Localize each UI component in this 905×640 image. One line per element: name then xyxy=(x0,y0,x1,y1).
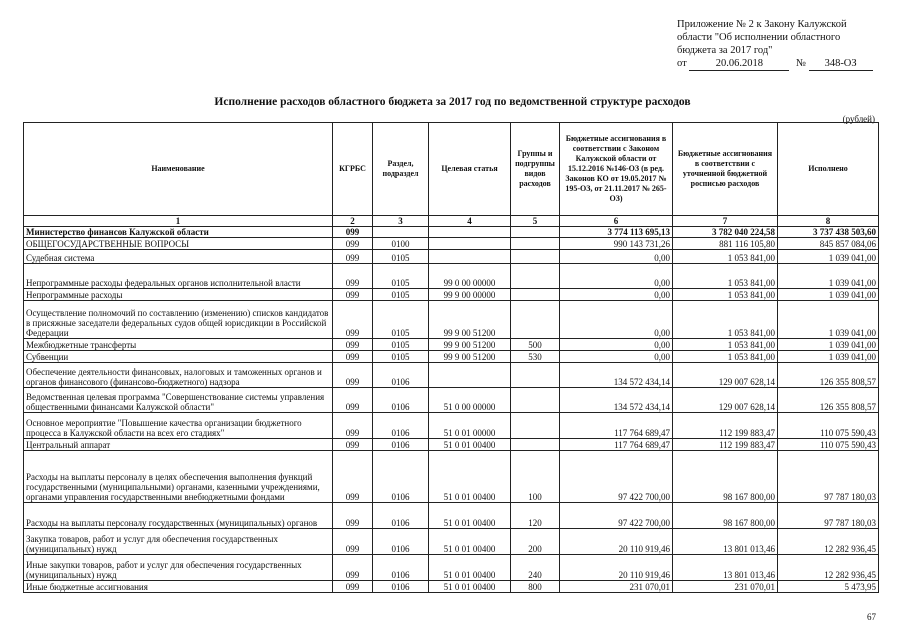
cell-section: 0105 xyxy=(373,289,429,301)
cell-section: 0105 xyxy=(373,301,429,339)
cell-expense-type: 500 xyxy=(511,339,560,351)
cell-expense-type: 800 xyxy=(511,581,560,593)
cell-executed: 12 282 936,45 xyxy=(778,555,879,581)
col-number: 8 xyxy=(778,216,879,227)
table-row xyxy=(24,581,879,593)
cell-executed: 97 787 180,03 xyxy=(778,451,879,503)
table-row xyxy=(24,351,879,363)
table-row xyxy=(24,503,879,529)
cell-expense-type: 100 xyxy=(511,451,560,503)
col-number: 1 xyxy=(24,216,333,227)
cell-executed: 1 039 041,00 xyxy=(778,250,879,264)
cell-section: 0106 xyxy=(373,363,429,388)
cell-law-allocation: 0,00 xyxy=(560,351,673,363)
cell-executed: 126 355 808,57 xyxy=(778,363,879,388)
col-number: 6 xyxy=(560,216,673,227)
table-row xyxy=(24,555,879,581)
cell-section: 0100 xyxy=(373,238,429,250)
cell-law-allocation: 117 764 689,47 xyxy=(560,439,673,451)
header-expense-type: Группы и подгруппы видов расходов xyxy=(511,123,560,216)
cell-budget-schedule: 98 167 800,00 xyxy=(673,503,778,529)
cell-budget-schedule: 112 199 883,47 xyxy=(673,413,778,439)
col-number: 3 xyxy=(373,216,429,227)
cell-executed: 12 282 936,45 xyxy=(778,529,879,555)
cell-kgrbs: 099 xyxy=(333,581,373,593)
cell-executed: 845 857 084,06 xyxy=(778,238,879,250)
cell-name: Иные закупки товаров, работ и услуг для обеспечения государственных (муниципальных) нужд xyxy=(24,555,333,581)
table-row xyxy=(24,529,879,555)
document-title: Исполнение расходов областного бюджета за 2017 год по ведомственной структуре расходов xyxy=(214,96,691,108)
cell-budget-schedule: 129 007 628,14 xyxy=(673,388,778,413)
cell-expense-type xyxy=(511,227,560,238)
cell-kgrbs: 099 xyxy=(333,289,373,301)
law-date: 20.06.2018 xyxy=(689,57,789,71)
expenditure-table xyxy=(23,122,879,593)
cell-law-allocation: 20 110 919,46 xyxy=(560,555,673,581)
table-row xyxy=(24,301,879,339)
cell-kgrbs: 099 xyxy=(333,301,373,339)
cell-name: Непрограммные расходы федеральных органов исполнительной власти xyxy=(24,264,333,289)
cell-expense-type xyxy=(511,238,560,250)
from-label: от xyxy=(677,58,687,69)
cell-law-allocation: 0,00 xyxy=(560,339,673,351)
cell-kgrbs: 099 xyxy=(333,555,373,581)
col-number: 7 xyxy=(673,216,778,227)
table-row xyxy=(24,388,879,413)
col-number: 4 xyxy=(429,216,511,227)
cell-expense-type: 200 xyxy=(511,529,560,555)
cell-section: 0105 xyxy=(373,250,429,264)
table-row xyxy=(24,238,879,250)
table-row xyxy=(24,363,879,388)
cell-section: 0106 xyxy=(373,439,429,451)
cell-executed: 3 737 438 503,60 xyxy=(778,227,879,238)
cell-law-allocation: 134 572 434,14 xyxy=(560,388,673,413)
header-section: Раздел, подраздел xyxy=(373,123,429,216)
cell-law-allocation: 20 110 919,46 xyxy=(560,529,673,555)
cell-name: Основное мероприятие "Повышение качества организации бюджетного процесса в Калужской области на всех его стадиях" xyxy=(24,413,333,439)
cell-executed: 110 075 590,43 xyxy=(778,439,879,451)
cell-expense-type xyxy=(511,363,560,388)
header-law-allocations: Бюджетные ассигнования в соответствии с Законом Калужской области от 15.12.2016 №146-ОЗ (в ред. Законов КО от 19.05.2017 № 195-ОЗ, от 21.11.2017 № 265-ОЗ) xyxy=(560,123,673,216)
cell-target-article: 51 0 01 00400 xyxy=(429,581,511,593)
cell-kgrbs: 099 xyxy=(333,264,373,289)
cell-law-allocation: 0,00 xyxy=(560,264,673,289)
cell-name: Расходы на выплаты персоналу в целях обеспечения выполнения функций государственными (муниципальными) органами, казенными учреждениями, органами управления государственными внебюджетными фондами xyxy=(24,451,333,503)
cell-expense-type xyxy=(511,250,560,264)
cell-law-allocation: 0,00 xyxy=(560,289,673,301)
cell-kgrbs: 099 xyxy=(333,250,373,264)
cell-target-article: 99 9 00 51200 xyxy=(429,301,511,339)
cell-kgrbs: 099 xyxy=(333,238,373,250)
cell-law-allocation: 990 143 731,26 xyxy=(560,238,673,250)
cell-section: 0106 xyxy=(373,388,429,413)
cell-target-article xyxy=(429,238,511,250)
cell-law-allocation: 97 422 700,00 xyxy=(560,503,673,529)
cell-budget-schedule: 1 053 841,00 xyxy=(673,301,778,339)
cell-expense-type xyxy=(511,301,560,339)
cell-kgrbs: 099 xyxy=(333,363,373,388)
cell-law-allocation: 0,00 xyxy=(560,250,673,264)
cell-law-allocation: 97 422 700,00 xyxy=(560,451,673,503)
cell-name: Министерство финансов Калужской области xyxy=(24,227,333,238)
cell-executed: 1 039 041,00 xyxy=(778,339,879,351)
cell-target-article: 51 0 01 00400 xyxy=(429,451,511,503)
cell-target-article xyxy=(429,227,511,238)
cell-name: Центральный аппарат xyxy=(24,439,333,451)
appendix-line-3: бюджета за 2017 год" xyxy=(677,45,773,56)
cell-budget-schedule: 1 053 841,00 xyxy=(673,339,778,351)
col-number: 2 xyxy=(333,216,373,227)
cell-name: Расходы на выплаты персоналу государственных (муниципальных) органов xyxy=(24,503,333,529)
table-row xyxy=(24,227,879,238)
table-row xyxy=(24,339,879,351)
appendix-date-line xyxy=(677,57,873,71)
cell-executed: 5 473,95 xyxy=(778,581,879,593)
cell-budget-schedule: 98 167 800,00 xyxy=(673,451,778,503)
cell-expense-type xyxy=(511,439,560,451)
cell-target-article xyxy=(429,250,511,264)
cell-section: 0106 xyxy=(373,581,429,593)
cell-target-article: 51 0 01 00400 xyxy=(429,529,511,555)
cell-budget-schedule: 112 199 883,47 xyxy=(673,439,778,451)
cell-budget-schedule: 231 070,01 xyxy=(673,581,778,593)
cell-expense-type xyxy=(511,413,560,439)
cell-section: 0106 xyxy=(373,503,429,529)
cell-kgrbs: 099 xyxy=(333,227,373,238)
cell-section xyxy=(373,227,429,238)
cell-expense-type: 120 xyxy=(511,503,560,529)
cell-section: 0106 xyxy=(373,529,429,555)
cell-target-article: 51 0 01 00000 xyxy=(429,413,511,439)
cell-expense-type: 530 xyxy=(511,351,560,363)
col-number: 5 xyxy=(511,216,560,227)
cell-name: Иные бюджетные ассигнования xyxy=(24,581,333,593)
appendix-line-2: области "Об исполнении областного xyxy=(677,32,841,43)
cell-section: 0106 xyxy=(373,451,429,503)
cell-target-article: 99 9 00 00000 xyxy=(429,289,511,301)
cell-target-article: 51 0 01 00400 xyxy=(429,439,511,451)
cell-name: Обеспечение деятельности финансовых, налоговых и таможенных органов и органов финансового (финансово-бюджетного) надзора xyxy=(24,363,333,388)
cell-executed: 110 075 590,43 xyxy=(778,413,879,439)
cell-budget-schedule: 881 116 105,80 xyxy=(673,238,778,250)
table-row xyxy=(24,451,879,503)
cell-executed: 1 039 041,00 xyxy=(778,264,879,289)
table-row xyxy=(24,250,879,264)
law-number: 348-ОЗ xyxy=(809,57,873,71)
cell-budget-schedule: 13 801 013,46 xyxy=(673,555,778,581)
cell-expense-type xyxy=(511,264,560,289)
cell-name: ОБЩЕГОСУДАРСТВЕННЫЕ ВОПРОСЫ xyxy=(24,238,333,250)
table-row xyxy=(24,264,879,289)
cell-law-allocation: 231 070,01 xyxy=(560,581,673,593)
appendix-line-1: Приложение № 2 к Закону Калужской xyxy=(677,19,847,30)
header-kgrbs: КГРБС xyxy=(333,123,373,216)
column-number-row xyxy=(24,216,879,227)
cell-kgrbs: 099 xyxy=(333,503,373,529)
header-row xyxy=(24,123,879,216)
cell-name: Ведомственная целевая программа "Совершенствование системы управления общественными финансами Калужской области" xyxy=(24,388,333,413)
cell-section: 0105 xyxy=(373,264,429,289)
table-row xyxy=(24,413,879,439)
cell-executed: 1 039 041,00 xyxy=(778,289,879,301)
cell-kgrbs: 099 xyxy=(333,388,373,413)
cell-budget-schedule: 129 007 628,14 xyxy=(673,363,778,388)
cell-law-allocation: 134 572 434,14 xyxy=(560,363,673,388)
page-number: 67 xyxy=(867,612,876,622)
cell-budget-schedule: 1 053 841,00 xyxy=(673,289,778,301)
header-name: Наименование xyxy=(24,123,333,216)
cell-name: Осуществление полномочий по составлению (изменению) списков кандидатов в присяжные заседатели федеральных судов общей юрисдикции в Российской Федерации xyxy=(24,301,333,339)
cell-target-article xyxy=(429,363,511,388)
cell-executed: 97 787 180,03 xyxy=(778,503,879,529)
cell-name: Непрограммные расходы xyxy=(24,289,333,301)
number-label: № xyxy=(795,58,806,69)
cell-name: Закупка товаров, работ и услуг для обеспечения государственных (муниципальных) нужд xyxy=(24,529,333,555)
cell-name: Субвенции xyxy=(24,351,333,363)
cell-expense-type xyxy=(511,289,560,301)
cell-expense-type xyxy=(511,388,560,413)
cell-law-allocation: 117 764 689,47 xyxy=(560,413,673,439)
cell-target-article: 99 9 00 51200 xyxy=(429,339,511,351)
cell-budget-schedule: 1 053 841,00 xyxy=(673,264,778,289)
cell-name: Межбюджетные трансферты xyxy=(24,339,333,351)
units-label: (рублей) xyxy=(842,114,875,124)
cell-target-article: 99 9 00 51200 xyxy=(429,351,511,363)
cell-target-article: 51 0 01 00400 xyxy=(429,555,511,581)
cell-law-allocation: 0,00 xyxy=(560,301,673,339)
cell-kgrbs: 099 xyxy=(333,413,373,439)
table-row xyxy=(24,289,879,301)
cell-kgrbs: 099 xyxy=(333,339,373,351)
cell-name: Судебная система xyxy=(24,250,333,264)
cell-section: 0105 xyxy=(373,339,429,351)
cell-section: 0105 xyxy=(373,351,429,363)
cell-budget-schedule: 13 801 013,46 xyxy=(673,529,778,555)
appendix-block xyxy=(677,18,873,71)
table-row xyxy=(24,439,879,451)
cell-budget-schedule: 1 053 841,00 xyxy=(673,351,778,363)
cell-executed: 1 039 041,00 xyxy=(778,351,879,363)
cell-kgrbs: 099 xyxy=(333,439,373,451)
cell-section: 0106 xyxy=(373,413,429,439)
cell-target-article: 51 0 00 00000 xyxy=(429,388,511,413)
cell-law-allocation: 3 774 113 695,13 xyxy=(560,227,673,238)
cell-budget-schedule: 1 053 841,00 xyxy=(673,250,778,264)
header-executed: Исполнено xyxy=(778,123,879,216)
cell-expense-type: 240 xyxy=(511,555,560,581)
cell-executed: 126 355 808,57 xyxy=(778,388,879,413)
header-target-article: Целевая статья xyxy=(429,123,511,216)
cell-section: 0106 xyxy=(373,555,429,581)
cell-executed: 1 039 041,00 xyxy=(778,301,879,339)
cell-kgrbs: 099 xyxy=(333,451,373,503)
cell-kgrbs: 099 xyxy=(333,529,373,555)
cell-budget-schedule: 3 782 040 224,58 xyxy=(673,227,778,238)
cell-target-article: 99 0 00 00000 xyxy=(429,264,511,289)
cell-kgrbs: 099 xyxy=(333,351,373,363)
header-budget-schedule: Бюджетные ассигнования в соответствии с уточненной бюджетной росписью расходов xyxy=(673,123,778,216)
cell-target-article: 51 0 01 00400 xyxy=(429,503,511,529)
